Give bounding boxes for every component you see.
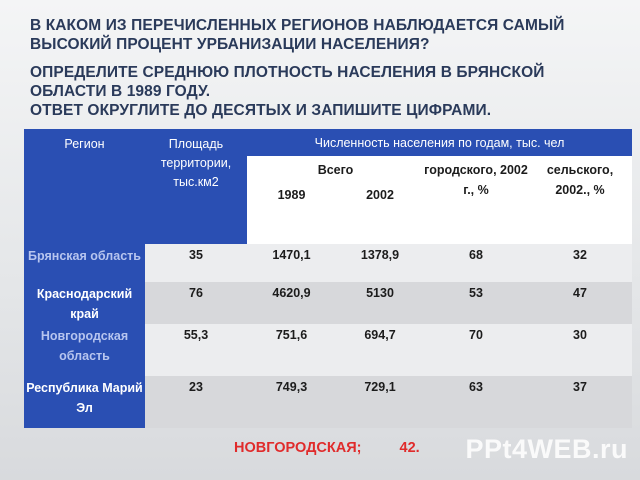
row-urban: 70	[424, 324, 528, 376]
header-population: Численность населения по годам, тыс. чел	[247, 129, 632, 156]
answer-text	[234, 440, 420, 456]
data-table	[24, 129, 632, 428]
header-urban: городского, 2002 г., %	[424, 156, 528, 244]
row-urban: 63	[424, 376, 528, 428]
row-region: Республика Марий Эл	[24, 376, 145, 428]
row-area: 35	[145, 244, 247, 282]
row-rural: 47	[528, 282, 632, 324]
row-p2002: 729,1	[336, 376, 424, 428]
row-rural: 37	[528, 376, 632, 428]
row-urban: 53	[424, 282, 528, 324]
row-urban: 68	[424, 244, 528, 282]
row-area: 23	[145, 376, 247, 428]
row-rural: 30	[528, 324, 632, 376]
row-area: 55,3	[145, 324, 247, 376]
header-rural: сельского, 2002., %	[528, 156, 632, 244]
row-p1989: 1470,1	[247, 244, 336, 282]
row-region: Краснодарский край	[24, 282, 145, 324]
row-p1989: 4620,9	[247, 282, 336, 324]
row-p1989: 749,3	[247, 376, 336, 428]
row-p1989: 751,6	[247, 324, 336, 376]
table-row	[24, 282, 632, 324]
row-p2002: 694,7	[336, 324, 424, 376]
row-p2002: 5130	[336, 282, 424, 324]
row-region: Новгородская область	[24, 324, 145, 376]
answer-density: 42.	[399, 440, 420, 456]
table-row	[24, 324, 632, 376]
table-row	[24, 376, 632, 428]
question-2: ОПРЕДЕЛИТЕ СРЕДНЮЮ ПЛОТНОСТЬ НАСЕЛЕНИЯ В БРЯНСКОЙ ОБЛАСТИ В 1989 ГОДУ. ОТВЕТ ОКРУГЛИТЕ ДО ДЕСЯТЫХ И ЗАПИШИТЕ ЦИФРАМИ.	[30, 64, 545, 119]
table-row	[24, 244, 632, 282]
header-2002: 2002	[336, 181, 424, 244]
question-1: В КАКОМ ИЗ ПЕРЕЧИСЛЕННЫХ РЕГИОНОВ НАБЛЮДАЕТСЯ САМЫЙ ВЫСОКИЙ ПРОЦЕНТ УРБАНИЗАЦИИ НАСЕЛЕНИЯ?	[30, 17, 565, 53]
header-region: Регион	[24, 129, 145, 244]
row-area: 76	[145, 282, 247, 324]
header-total: Всего	[247, 156, 424, 181]
header-area: Площадь территории, тыс.км2	[145, 129, 247, 244]
row-p2002: 1378,9	[336, 244, 424, 282]
row-rural: 32	[528, 244, 632, 282]
row-region: Брянская область	[24, 244, 145, 282]
answer-region: НОВГОРОДСКАЯ;	[234, 440, 362, 456]
header-1989: 1989	[247, 181, 336, 244]
watermark: PPt4WEB.ru	[465, 434, 628, 464]
